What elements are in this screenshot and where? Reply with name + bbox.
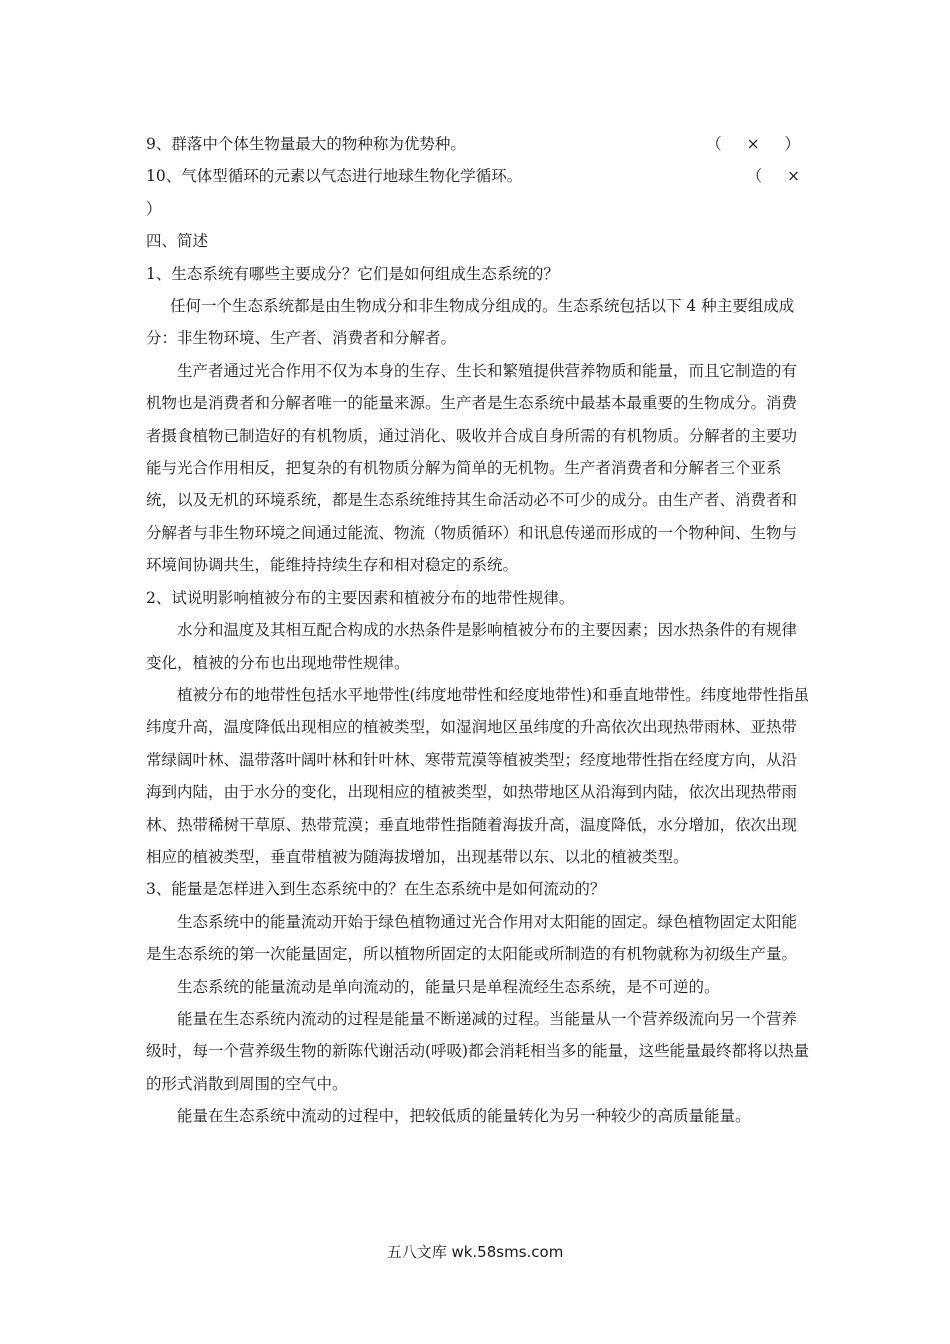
item-10-answer-tail: ）	[146, 199, 162, 218]
answer-3-paragraph-4: 能量在生态系统中流动的过程中，把较低质的能量转化为另一种较少的高质量能量。	[177, 1107, 751, 1126]
item-9-text: 9、群落中个体生物量最大的物种称为优势种。	[146, 135, 466, 153]
document-body	[146, 128, 810, 1133]
section-heading: 四、简述	[146, 232, 209, 251]
answer-2-paragraph-1: 水分和温度及其相互配合构成的水热条件是影响植被分布的主要因素；因水热条件的有规律变化，植被的分布也出现地带性规律。	[146, 621, 798, 672]
item-10-answer: （ ×	[746, 167, 810, 186]
item-9-answer: （ × ）	[706, 135, 810, 153]
footer-watermark: 五八文库 wk.58sms.com	[386, 1243, 564, 1261]
question-2: 2、试说明影响植被分布的主要因素和植被分布的地带性规律。	[146, 588, 575, 607]
true-false-item-10	[146, 160, 810, 192]
answer-3-paragraph-2: 生态系统的能量流动是单向流动的，能量只是单程流经生态系统，是不可逆的。	[177, 977, 720, 996]
question-1: 1、生态系统有哪些主要成分？它们是如何组成生态系统的？	[146, 264, 559, 283]
answer-1-paragraph-1: 任何一个生态系统都是由生物成分和非生物成分组成的。生态系统包括以下 4 种主要组成成分：非生物环境、生产者、消费者和分解者。	[146, 297, 795, 348]
answer-3-paragraph-1: 生态系统中的能量流动开始于绿色植物通过光合作用对太阳能的固定。绿色植物固定太阳能是生态系统的第一次能量固定，所以植物所固定的太阳能或所制造的有机物就称为初级生产量。	[146, 912, 798, 964]
answer-1-paragraph-2: 生产者通过光合作用不仅为本身的生存、生长和繁殖提供营养物质和能量，而且它制造的有机物也是消费者和分解者唯一的能量来源。生产者是生态系统中最基本最重要的生物成分。消费者摄食植物已制造好的有机物质，通过消化、吸收并合成自身所需的有机物质。分解者的主要功能与光合作用相反，把复杂的有机物质分解为简单的无机物。生产者消费者和分解者三个亚系统，以及无机的环境系统，都是生态系统维持其生命活动必不可少的成分。由生产者、消费者和分解者与非生物环境之间通过能流、物流（物质循环）和讯息传递而形成的一个物种间、生物与环境间协调共生，能维持持续生存和相对稳定的系统。	[146, 361, 798, 575]
answer-2-paragraph-2: 植被分布的地带性包括水平地带性(纬度地带性和经度地带性)和垂直地带性。纬度地带性指虽纬度升高，温度降低出现相应的植被类型，如湿润地区虽纬度的升高依次出现热带雨林、亚热带常绿阔叶林、温带落叶阔叶林和针叶林、寒带荒漠等植被类型；经度地带性指在经度方向，从沿海到内陆，由于水分的变化，出现相应的植被类型，如热带地区从沿海到内陆，依次出现热带雨林、热带稀树干草原、热带荒漠；垂直地带性指随着海拔升高，温度降低，水分增加，依次出现相应的植被类型，垂直带植被为随海拔增加，出现基带以东、以北的植被类型。	[146, 685, 810, 866]
item-10-text: 10、气体型循环的元素以气态进行地球生物化学循环。	[146, 167, 523, 186]
true-false-item-9	[146, 128, 810, 160]
answer-3-paragraph-3: 能量在生态系统内流动的过程是能量不断递减的过程。当能量从一个营养级流向另一个营养级时，每一个营养级生物的新陈代谢活动(呼吸)都会消耗相当多的能量，这些能量最终都将以热量的形式消散到周围的空气中。	[146, 1009, 810, 1093]
question-3: 3、能量是怎样进入到生态系统中的？在生态系统中是如何流动的？	[146, 880, 606, 899]
